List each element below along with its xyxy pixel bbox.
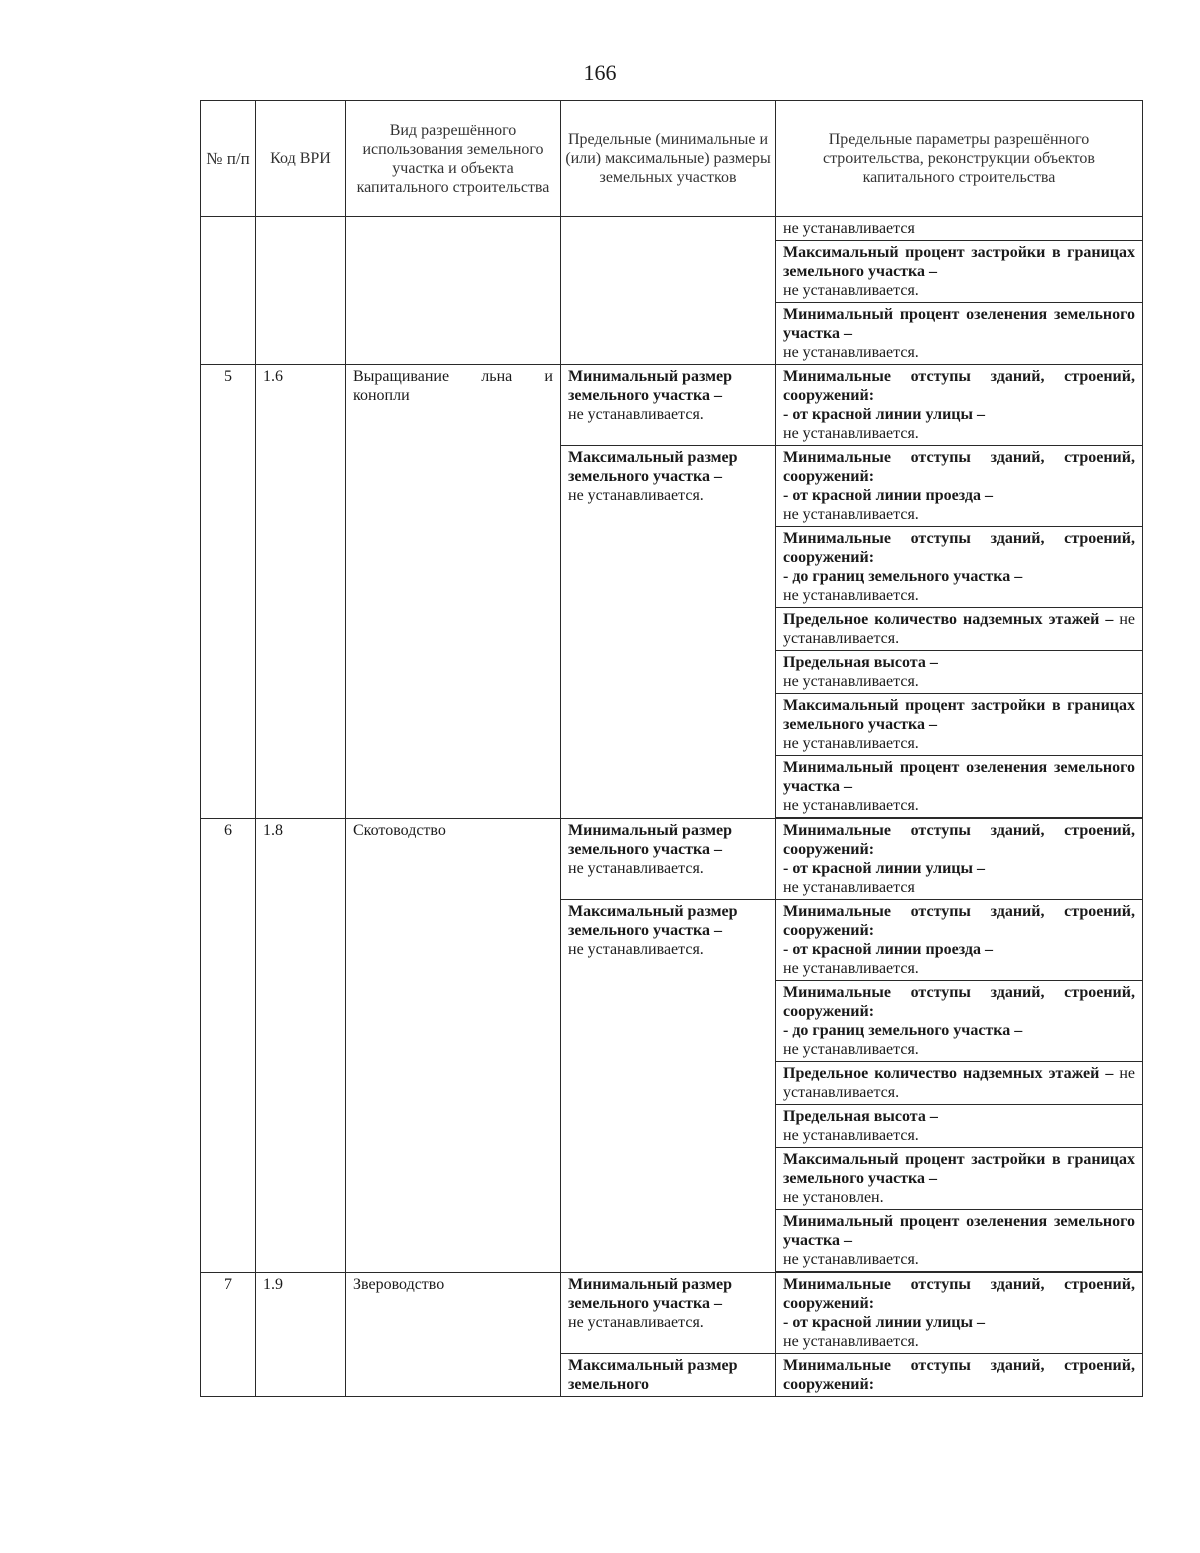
table-row xyxy=(201,365,1143,446)
cell-code: 1.9 xyxy=(256,1273,346,1397)
param-value: не устанавливается. xyxy=(783,344,919,361)
param-value: не устанавливается. xyxy=(783,1127,919,1144)
cell-use-name: Звероводство xyxy=(346,1273,561,1397)
param-item: - от красной линии проезда – xyxy=(783,941,993,958)
param-item: - от красной линии улицы – xyxy=(783,860,985,877)
header-plot-size: Предельные (минимальные и (или) максимальные) размеры земельных участков xyxy=(561,101,776,217)
param-value: не установлен. xyxy=(783,1189,884,1206)
param-cell xyxy=(776,1354,1143,1397)
param-value: не устанавливается. xyxy=(783,282,919,299)
size-cell xyxy=(561,1354,776,1397)
cell-num: 5 xyxy=(201,365,256,819)
param-cell xyxy=(776,217,1143,241)
regulations-table xyxy=(200,100,1143,1397)
param-cell xyxy=(776,1105,1143,1148)
param-item: - от красной линии улицы – xyxy=(783,406,985,423)
size-title: Минимальный размер земельного участка – xyxy=(568,1276,733,1312)
param-cell xyxy=(776,241,1143,303)
cell-code: 1.6 xyxy=(256,365,346,819)
param-cell xyxy=(776,981,1143,1062)
size-value: не устанавливается. xyxy=(568,941,704,958)
param-title: Предельная высота – xyxy=(783,1108,938,1125)
param-cell xyxy=(776,756,1143,818)
table-row xyxy=(201,217,1143,241)
size-value: не устанавливается. xyxy=(568,487,704,504)
param-title: Минимальные отступы зданий, строений, сооружений: xyxy=(783,368,1135,404)
size-cell xyxy=(561,900,776,1273)
param-item: - от красной линии улицы – xyxy=(783,1314,985,1331)
param-title: Максимальный процент застройки в границах земельного участка – xyxy=(783,697,1135,733)
param-title: Минимальные отступы зданий, строений, сооружений: xyxy=(783,530,1135,566)
param-item: - до границ земельного участка – xyxy=(783,568,1023,585)
param-title: Минимальные отступы зданий, строений, сооружений: xyxy=(783,1276,1135,1312)
param-title: Минимальные отступы зданий, строений, сооружений: xyxy=(783,903,1135,939)
param-value: не устанавливается. xyxy=(783,960,919,977)
param-value: не устанавливается. xyxy=(783,1065,1135,1101)
param-cell xyxy=(776,527,1143,608)
param-title: Максимальный процент застройки в границах земельного участка – xyxy=(783,244,1135,280)
param-value: не устанавливается. xyxy=(783,797,919,814)
param-title: Минимальные отступы зданий, строений, сооружений: xyxy=(783,449,1135,485)
param-value: не устанавливается. xyxy=(783,1041,919,1058)
param-title: Предельное количество надземных этажей – xyxy=(783,611,1114,628)
size-value: не устанавливается. xyxy=(568,860,704,877)
param-title: Минимальный процент озеленения земельного участка – xyxy=(783,759,1135,795)
table-row xyxy=(201,819,1143,900)
param-cell xyxy=(776,1210,1143,1272)
cell-num: 7 xyxy=(201,1273,256,1397)
table-row xyxy=(201,1273,1143,1354)
param-value: не устанавливается. xyxy=(783,506,919,523)
param-cell xyxy=(776,651,1143,694)
cell-num-empty xyxy=(201,217,256,365)
size-cell xyxy=(561,819,776,900)
param-cell xyxy=(776,1148,1143,1210)
param-value: не устанавливается. xyxy=(783,1333,919,1350)
size-title: Максимальный размер земельного xyxy=(568,1357,738,1393)
cell-code-empty xyxy=(256,217,346,365)
param-item: - от красной линии проезда – xyxy=(783,487,993,504)
cell-use-name: Скотоводство xyxy=(346,819,561,1273)
header-num: № п/п xyxy=(201,101,256,217)
cell-name-empty xyxy=(346,217,561,365)
cell-num: 6 xyxy=(201,819,256,1273)
page-number: 166 xyxy=(583,60,617,85)
param-cell xyxy=(776,694,1143,756)
param-value: не устанавливается xyxy=(783,220,915,237)
size-title: Минимальный размер земельного участка – xyxy=(568,368,733,404)
header-code: Код ВРИ xyxy=(256,101,346,217)
size-value: не устанавливается. xyxy=(568,406,704,423)
cell-code: 1.8 xyxy=(256,819,346,1273)
param-cell xyxy=(776,608,1143,651)
param-value: не устанавливается. xyxy=(783,587,919,604)
param-title: Минимальный процент озеленения земельного участка – xyxy=(783,306,1135,342)
size-value: не устанавливается. xyxy=(568,1314,704,1331)
param-cell xyxy=(776,446,1143,527)
param-title: Предельное количество надземных этажей – xyxy=(783,1065,1114,1082)
param-title: Предельная высота – xyxy=(783,654,938,671)
param-title: Минимальные отступы зданий, строений, сооружений: xyxy=(783,984,1135,1020)
size-cell xyxy=(561,1273,776,1354)
cell-size-empty xyxy=(561,217,776,365)
param-title: Максимальный процент застройки в границах земельного участка – xyxy=(783,1151,1135,1187)
cell-use-name: Выращивание льна и конопли xyxy=(346,365,561,819)
param-cell xyxy=(776,900,1143,981)
param-cell xyxy=(776,365,1143,446)
size-title: Максимальный размер земельного участка – xyxy=(568,449,738,485)
param-value: не устанавливается. xyxy=(783,1251,919,1268)
size-title: Минимальный размер земельного участка – xyxy=(568,822,733,858)
param-value: не устанавливается xyxy=(783,879,915,896)
param-cell xyxy=(776,1062,1143,1105)
table-header-row xyxy=(201,101,1143,217)
param-cell xyxy=(776,303,1143,365)
param-cell xyxy=(776,819,1143,900)
size-cell xyxy=(561,365,776,446)
param-value: не устанавливается. xyxy=(783,425,919,442)
param-value: не устанавливается. xyxy=(783,611,1135,647)
param-title: Минимальные отступы зданий, строений, сооружений: xyxy=(783,1357,1135,1393)
size-cell xyxy=(561,446,776,819)
size-title: Максимальный размер земельного участка – xyxy=(568,903,738,939)
param-cell xyxy=(776,1273,1143,1354)
param-title: Минимальный процент озеленения земельного участка – xyxy=(783,1213,1135,1249)
param-item: - до границ земельного участка – xyxy=(783,1022,1023,1039)
param-title: Минимальные отступы зданий, строений, сооружений: xyxy=(783,822,1135,858)
param-value: не устанавливается. xyxy=(783,735,919,752)
param-value: не устанавливается. xyxy=(783,673,919,690)
header-use-type: Вид разрешённого использования земельного участка и объекта капитального строительства xyxy=(346,101,561,217)
header-params: Предельные параметры разрешённого строительства, реконструкции объектов капитального строительства xyxy=(776,101,1143,217)
